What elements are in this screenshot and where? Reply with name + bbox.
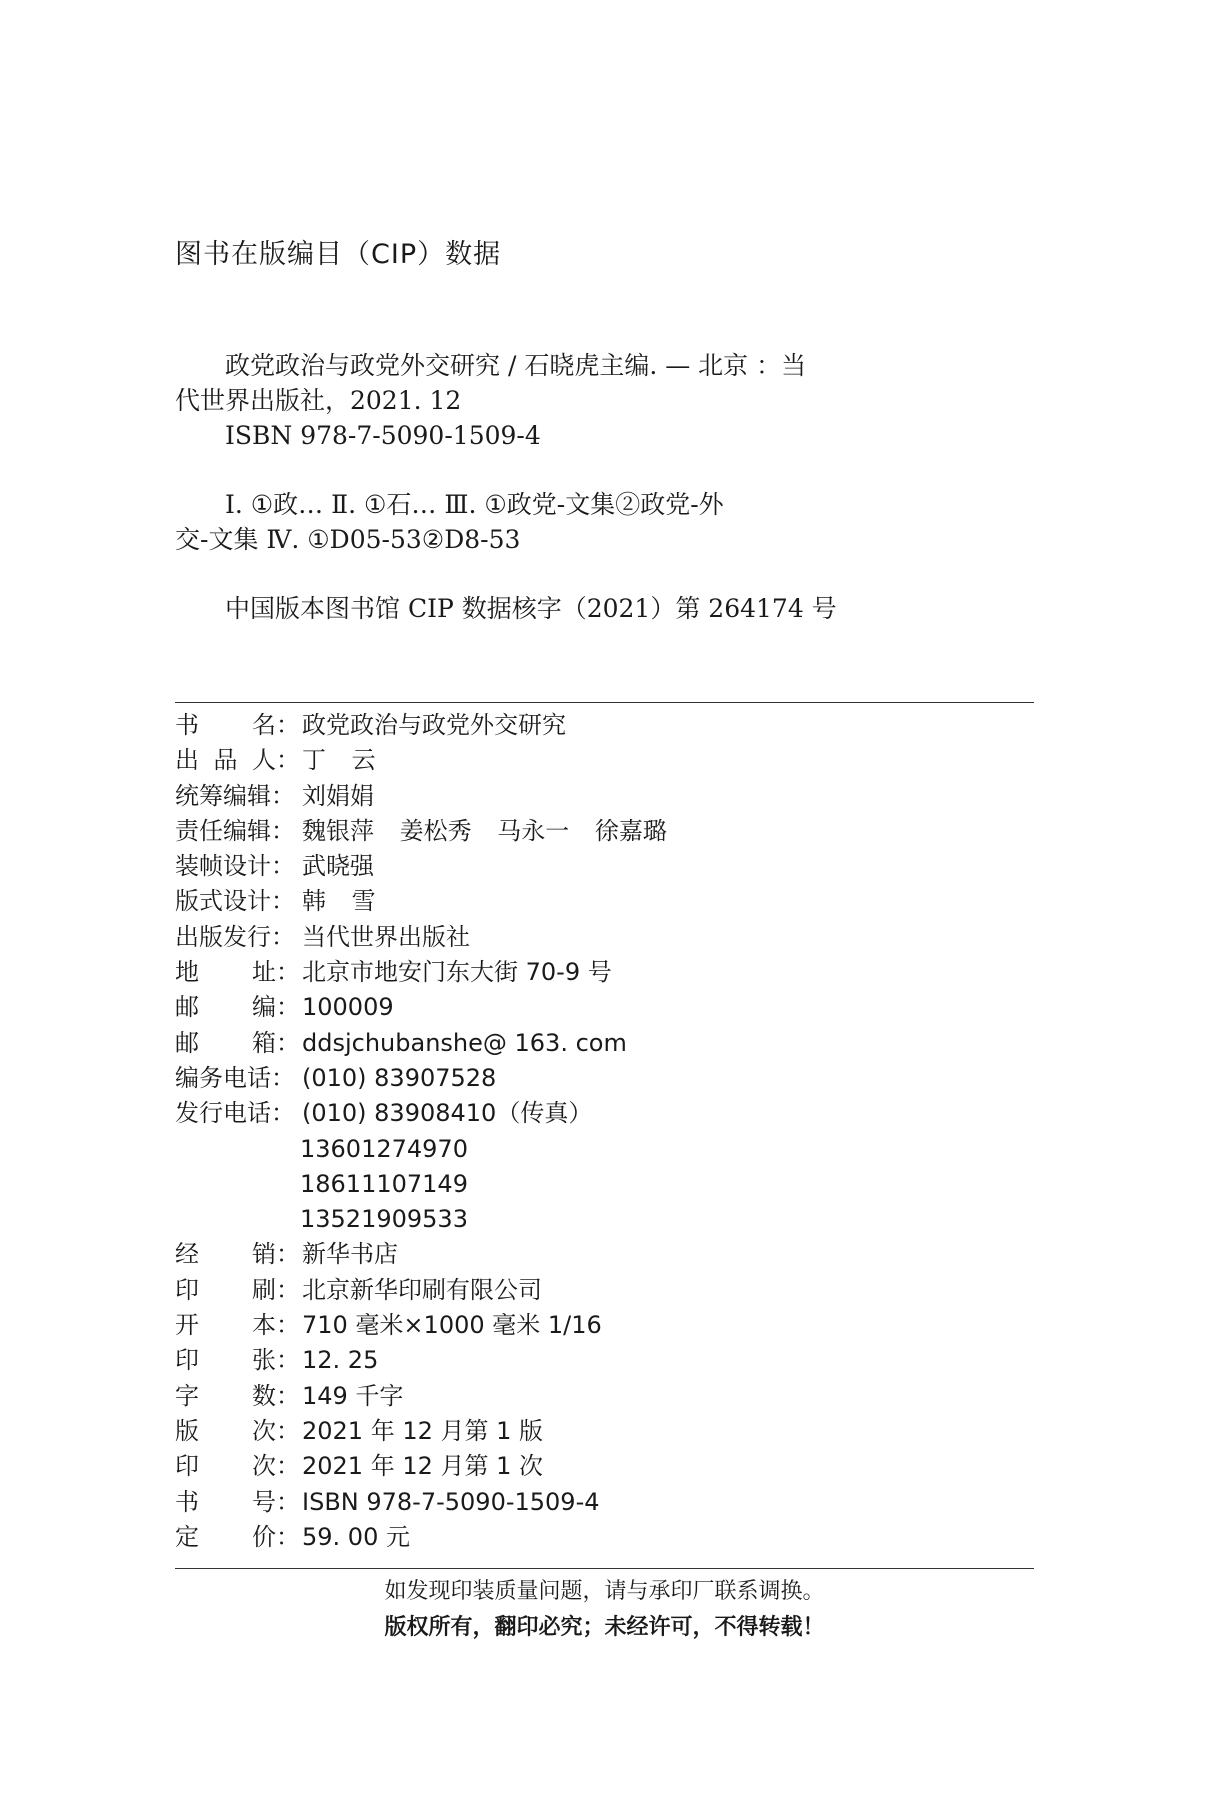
info-value: 2021 年 12 月第 1 版 — [302, 1416, 544, 1445]
info-row-format — [175, 1308, 667, 1343]
info-label: 印 次： — [175, 1452, 300, 1481]
top-divider — [175, 702, 1034, 703]
info-row-printer — [175, 1273, 667, 1308]
info-row-distributor — [175, 1237, 667, 1272]
info-value: 武晓强 — [302, 852, 374, 881]
info-label: 统筹编辑： — [175, 781, 295, 810]
publication-info-table — [175, 708, 667, 1555]
info-row-binding-design — [175, 849, 667, 884]
info-value: ddsjchubanshe@ 163. com — [302, 1028, 627, 1057]
info-value: 13601274970 — [300, 1134, 468, 1163]
info-row-sheets — [175, 1343, 667, 1378]
info-label: 邮 编： — [175, 993, 300, 1022]
info-value: 100009 — [302, 993, 394, 1022]
cip-isbn: ISBN 978-7-5090-1509-4 — [225, 421, 541, 450]
cip-heading: 图书在版编目（CIP）数据 — [175, 239, 502, 270]
info-value: 新华书店 — [302, 1240, 398, 1269]
info-row-email — [175, 1026, 667, 1061]
info-value: 710 毫米×1000 毫米 1/16 — [302, 1311, 602, 1340]
info-row-book-name — [175, 708, 667, 743]
info-row-distribution-phone — [175, 1096, 667, 1131]
info-value: 59. 00 元 — [302, 1522, 410, 1551]
info-label: 书 号： — [175, 1487, 300, 1516]
info-label: 版式设计： — [175, 887, 295, 916]
info-label: 邮 箱： — [175, 1028, 300, 1057]
info-row-edition — [175, 1414, 667, 1449]
info-value: 刘娟娟 — [302, 781, 374, 810]
info-value: 149 千字 — [302, 1381, 404, 1410]
info-label: 地 址： — [175, 958, 300, 987]
info-label: 发行电话： — [175, 1099, 295, 1128]
info-label: 印 刷： — [175, 1275, 300, 1304]
info-row-postcode — [175, 990, 667, 1025]
info-row-publisher — [175, 920, 667, 955]
info-row-phone-extra — [175, 1167, 667, 1202]
cip-number: 中国版本图书馆 CIP 数据核字（2021）第 264174 号 — [225, 594, 837, 623]
info-label: 版 次： — [175, 1416, 300, 1445]
info-label: 出版发行： — [175, 922, 295, 951]
cip-data-block — [175, 348, 835, 626]
info-label: 开 本： — [175, 1311, 300, 1340]
info-row-phone-extra — [175, 1132, 667, 1167]
info-row-isbn — [175, 1485, 667, 1520]
info-value: 政党政治与政党外交研究 — [302, 711, 566, 739]
info-label: 出 品 人： — [175, 746, 300, 775]
info-value: 12. 25 — [302, 1346, 379, 1375]
cip-classification-continued: 交-文集 Ⅳ. ①D05-53②D8-53 — [175, 525, 521, 554]
info-label: 编务电话： — [175, 1063, 295, 1092]
info-row-layout-design — [175, 884, 667, 919]
info-value: 韩 雪 — [302, 887, 376, 916]
info-row-producer — [175, 743, 667, 778]
cip-classification: Ⅰ. ①政… Ⅱ. ①石… Ⅲ. ①政党-文集②政党-外 — [225, 490, 724, 519]
info-row-coordinating-editor — [175, 779, 667, 814]
cip-title-line-continued: 代世界出版社，2021. 12 — [175, 386, 462, 415]
cip-title-line: 政党政治与政党外交研究 / 石晓虎主编. — 北京 ：当 — [225, 351, 807, 380]
info-label: 经 销： — [175, 1240, 300, 1269]
info-value: 18611107149 — [300, 1169, 468, 1198]
info-row-editorial-phone — [175, 1061, 667, 1096]
info-label: 定 价： — [175, 1522, 300, 1551]
info-value: 13521909533 — [300, 1205, 468, 1234]
info-value: ISBN 978-7-5090-1509-4 — [302, 1487, 600, 1516]
info-label: 字 数： — [175, 1381, 300, 1410]
info-value: (010) 83907528 — [302, 1063, 497, 1092]
info-value: 北京新华印刷有限公司 — [302, 1275, 542, 1304]
info-row-phone-extra — [175, 1202, 667, 1237]
copyright-notice: 版权所有，翻印必究；未经许可，不得转载！ — [384, 1615, 825, 1640]
info-label: 印 张： — [175, 1346, 300, 1375]
info-value: 北京市地安门东大街 70-9 号 — [302, 958, 612, 987]
bottom-divider — [175, 1568, 1034, 1569]
info-row-printing — [175, 1449, 667, 1484]
info-row-address — [175, 955, 667, 990]
info-value: 魏银萍 姜松秀 马永一 徐嘉璐 — [302, 816, 667, 845]
info-value: 丁 云 — [302, 746, 376, 775]
info-label: 书 名： — [175, 711, 300, 739]
quality-notice: 如发现印装质量问题，请与承印厂联系调换。 — [384, 1579, 825, 1604]
info-value: (010) 83908410（传真） — [302, 1099, 593, 1128]
info-label: 装帧设计： — [175, 852, 295, 881]
info-row-price — [175, 1520, 667, 1555]
info-row-responsible-editors — [175, 814, 667, 849]
info-value: 当代世界出版社 — [302, 922, 470, 951]
info-row-word-count — [175, 1379, 667, 1414]
info-label: 责任编辑： — [175, 816, 295, 845]
info-value: 2021 年 12 月第 1 次 — [302, 1452, 544, 1481]
